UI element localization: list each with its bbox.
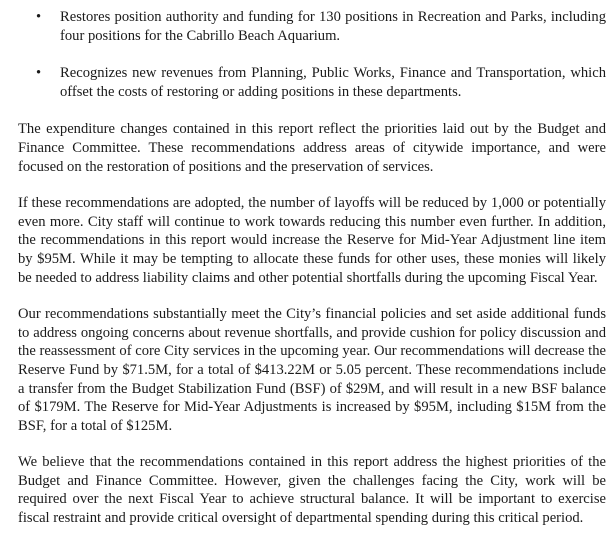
bullet-icon: • <box>36 65 42 82</box>
paragraph-financial-policies: Our recommendations substantially meet the City’s financial policies and set aside additional funds to address ongoing concerns about revenue shortfalls, and provide cushion for policy discussion and the reassessment of core City services in the upcoming year. Our recommendations will decrease the Reserve Fund by $71.5M, for a total of $413.22M or 5.05 percent. These recommendations include a transfer from the Budget Stabilization Fund (BSF) of $29M, and will result in a new BSF balance of $179M. The Reserve for Mid-Year Adjustments is increased by $95M, including $15M from the BSF, for a total of $125M. <box>18 306 606 434</box>
bullet-text: Restores position authority and funding for 130 positions in Recreation and Parks, including four positions for the Cabrillo Beach Aquarium. <box>60 9 606 44</box>
bullet-item-new-revenues <box>18 64 606 101</box>
paragraph-layoffs: If these recommendations are adopted, the number of layoffs will be reduced by 1,000 or potentially even more. City staff will continue to work towards reducing this number even further. In addition, the recommendations in this report would increase the Reserve for Mid-Year Adjustment line item by $95M. While it may be tempting to allocate these funds for other uses, these monies will likely be needed to address liability claims and other potential shortfalls during the upcoming Fiscal Year. <box>18 195 606 286</box>
document-page <box>18 8 606 546</box>
paragraph-conclusion: We believe that the recommendations contained in this report address the highest priorities of the Budget and Finance Committee. However, given the challenges facing the City, work will be required over the next Fiscal Year to achieve structural balance. It will be important to exercise fiscal restraint and provide critical oversight of departmental spending during this critical period. <box>18 454 606 527</box>
bullet-list <box>18 8 606 101</box>
paragraph-expenditure-changes: The expenditure changes contained in this report reflect the priorities laid out by the Budget and Finance Committee. These recommendations address areas of citywide importance, and were focused on the restoration of positions and the preservation of services. <box>18 121 606 175</box>
bullet-icon: • <box>36 9 42 25</box>
bullet-text: Recognizes new revenues from Planning, Public Works, Finance and Transportation, which offset the costs of restoring or adding positions in these departments. <box>60 65 606 100</box>
bullet-item-recreation-parks <box>18 8 606 45</box>
